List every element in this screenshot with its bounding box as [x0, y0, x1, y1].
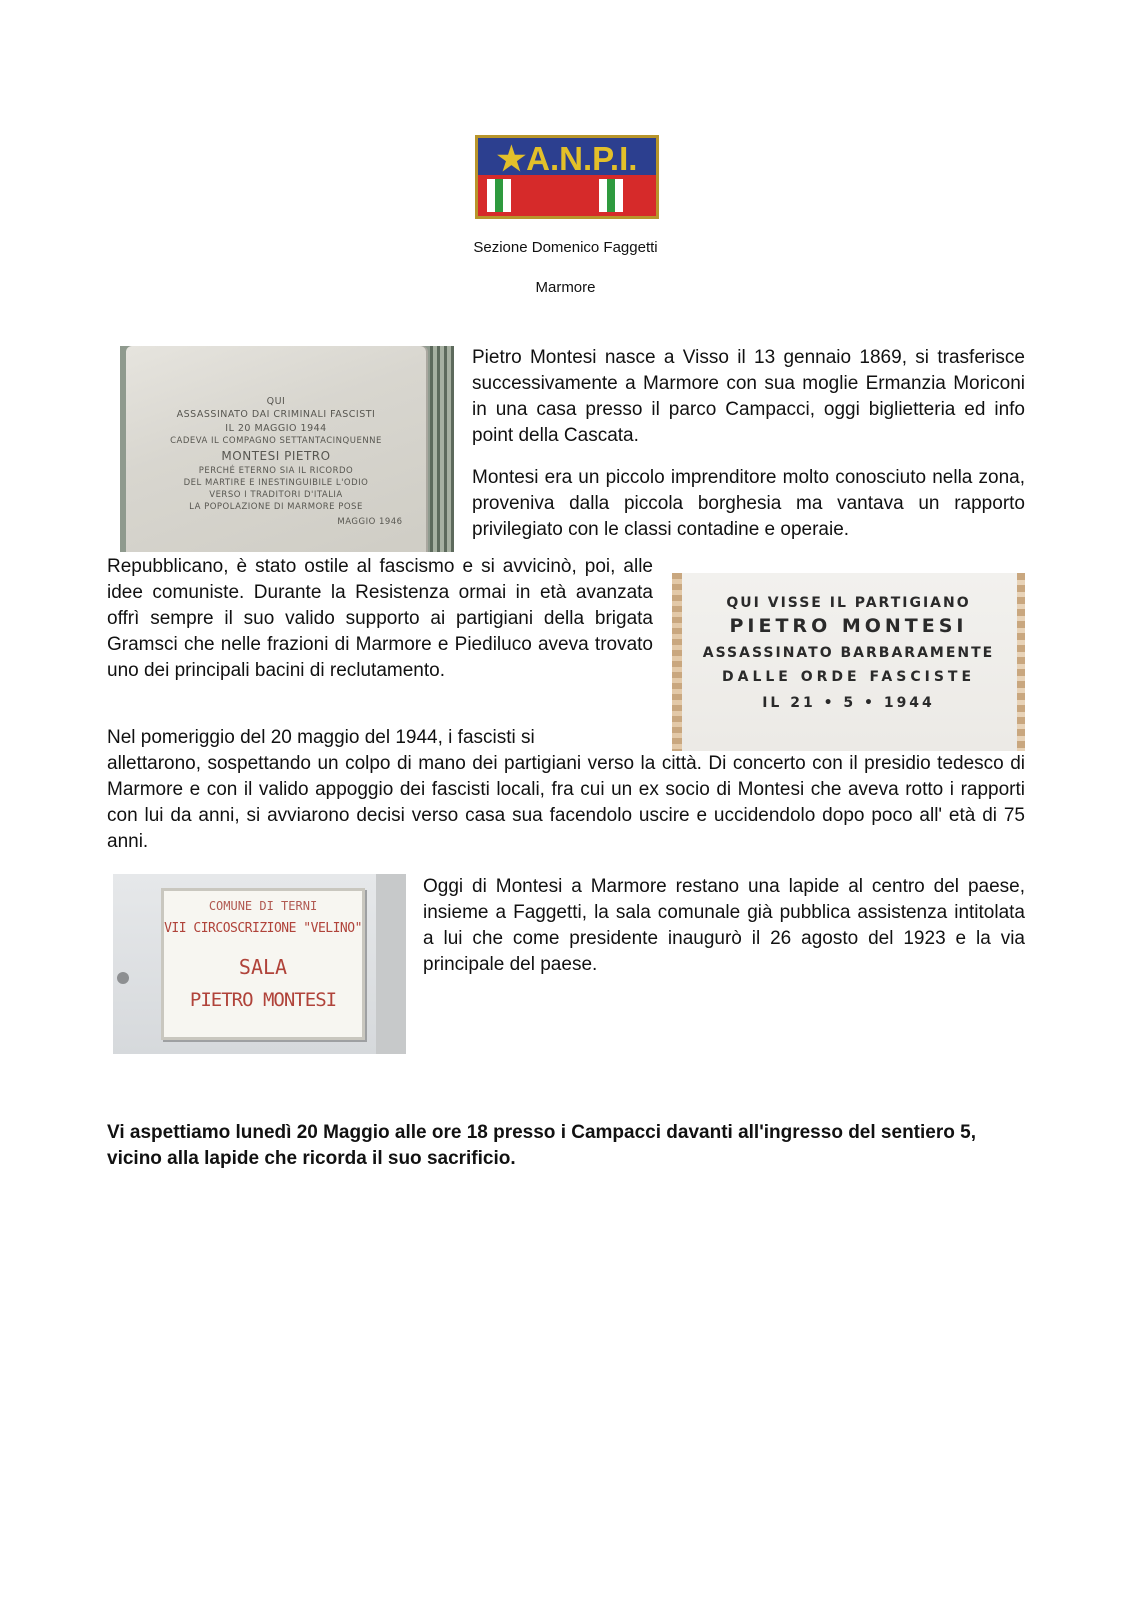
plaque-line: MONTESI PIETRO	[221, 449, 331, 463]
paragraph-resistance: Repubblicano, è stato ostile al fascismo e si avvicinò, poi, alle idee comuniste. Durante la Resistenza ormai in età avanzata offrì sempre il suo valido supporto ai partigiani della brigata Gramsci che nelle frazioni di Marmore e Piediluco aveva trovato uno dei principali bacini di reclutamento.	[107, 556, 653, 681]
plaque-line: ASSASSINATO DAI CRIMINALI FASCISTI	[176, 409, 376, 420]
paragraph-intro: Pietro Montesi nasce a Visso il 13 gennaio 1869, si trasferisce successivamente a Marmore con sua moglie Ermanzia Moriconi in una casa presso il parco Campacci, oggi biglietteria ed info point della Cascata.	[472, 347, 1025, 446]
plaque-line: QUI	[266, 396, 286, 407]
plaque-line: DEL MARTIRE E INESTINGUIBILE L'ODIO	[183, 478, 369, 488]
plaque-line: PIETRO MONTESI	[729, 615, 968, 637]
plaque-line: ASSASSINATO BARBARAMENTE	[702, 645, 995, 661]
paragraph-today: Oggi di Montesi a Marmore restano una lapide al centro del paese, insieme a Faggetti, la sala comunale già pubblica assistenza intitolata a lui che come presidente inaugurò il 26 agosto del 1923 e la via principale del paese.	[423, 876, 1025, 975]
place-name: Marmore	[535, 279, 596, 296]
plaque-line: QUI VISSE IL PARTIGIANO	[726, 595, 971, 611]
plaque-line: IL 20 MAGGIO 1944	[225, 423, 327, 434]
paragraph-murder-start: Nel pomeriggio del 20 maggio del 1944, i fascisti si	[107, 727, 535, 748]
plaque-line: IL 21 • 5 • 1944	[762, 695, 935, 711]
section-name: Sezione Domenico Faggetti	[473, 239, 658, 256]
paragraph-murder: allettarono, sospettando un colpo di mano dei partigiani verso la città. Di concerto con il presidio tedesco di Marmore e con il valido appoggio dei fascisti locali, fra cui un ex socio di Montesi che aveva rotto i rapporti con lui da anni, si avviarono decisi verso casa sua facendolo uscire e uccidendolo dopo poco all' età di 75 anni.	[107, 753, 1025, 852]
plaque-line: LA POPOLAZIONE DI MARMORE POSE	[189, 502, 363, 512]
closing-invitation: Vi aspettiamo lunedì 20 Maggio alle ore 18 presso i Campacci davanti all'ingresso del sentiero 5, vicino alla lapide che ricorda il suo sacrificio.	[107, 1122, 976, 1169]
sign-line: VII CIRCOSCRIZIONE "VELINO"	[164, 921, 362, 936]
plaque-line: MAGGIO 1946	[337, 517, 403, 527]
paragraph-profession: Montesi era un piccolo imprenditore molto conosciuto nella zona, proveniva dalla piccola borghesia ma vantava un rapporto privilegiato con le classi contadine e operaie.	[472, 467, 1025, 540]
anpi-logo	[475, 135, 659, 219]
sign-line: PIETRO MONTESI	[189, 989, 337, 1011]
plaque-line: VERSO I TRADITORI D'ITALIA	[209, 490, 343, 500]
plaque-line: CADEVA IL COMPAGNO SETTANTACINQUENNE	[170, 436, 382, 446]
plaque-line: DALLE ORDE FASCISTE	[721, 669, 976, 685]
sala-sign-photo	[113, 874, 406, 1054]
sign-line: COMUNE DI TERNI	[208, 899, 318, 913]
partisan-plaque-photo	[672, 573, 1025, 751]
logo-text: ★A.N.P.I.	[496, 140, 638, 177]
sign-line: SALA	[238, 955, 288, 979]
plaque-line: PERCHÉ ETERNO SIA IL RICORDO	[198, 466, 354, 476]
marble-plaque-photo	[120, 346, 454, 552]
